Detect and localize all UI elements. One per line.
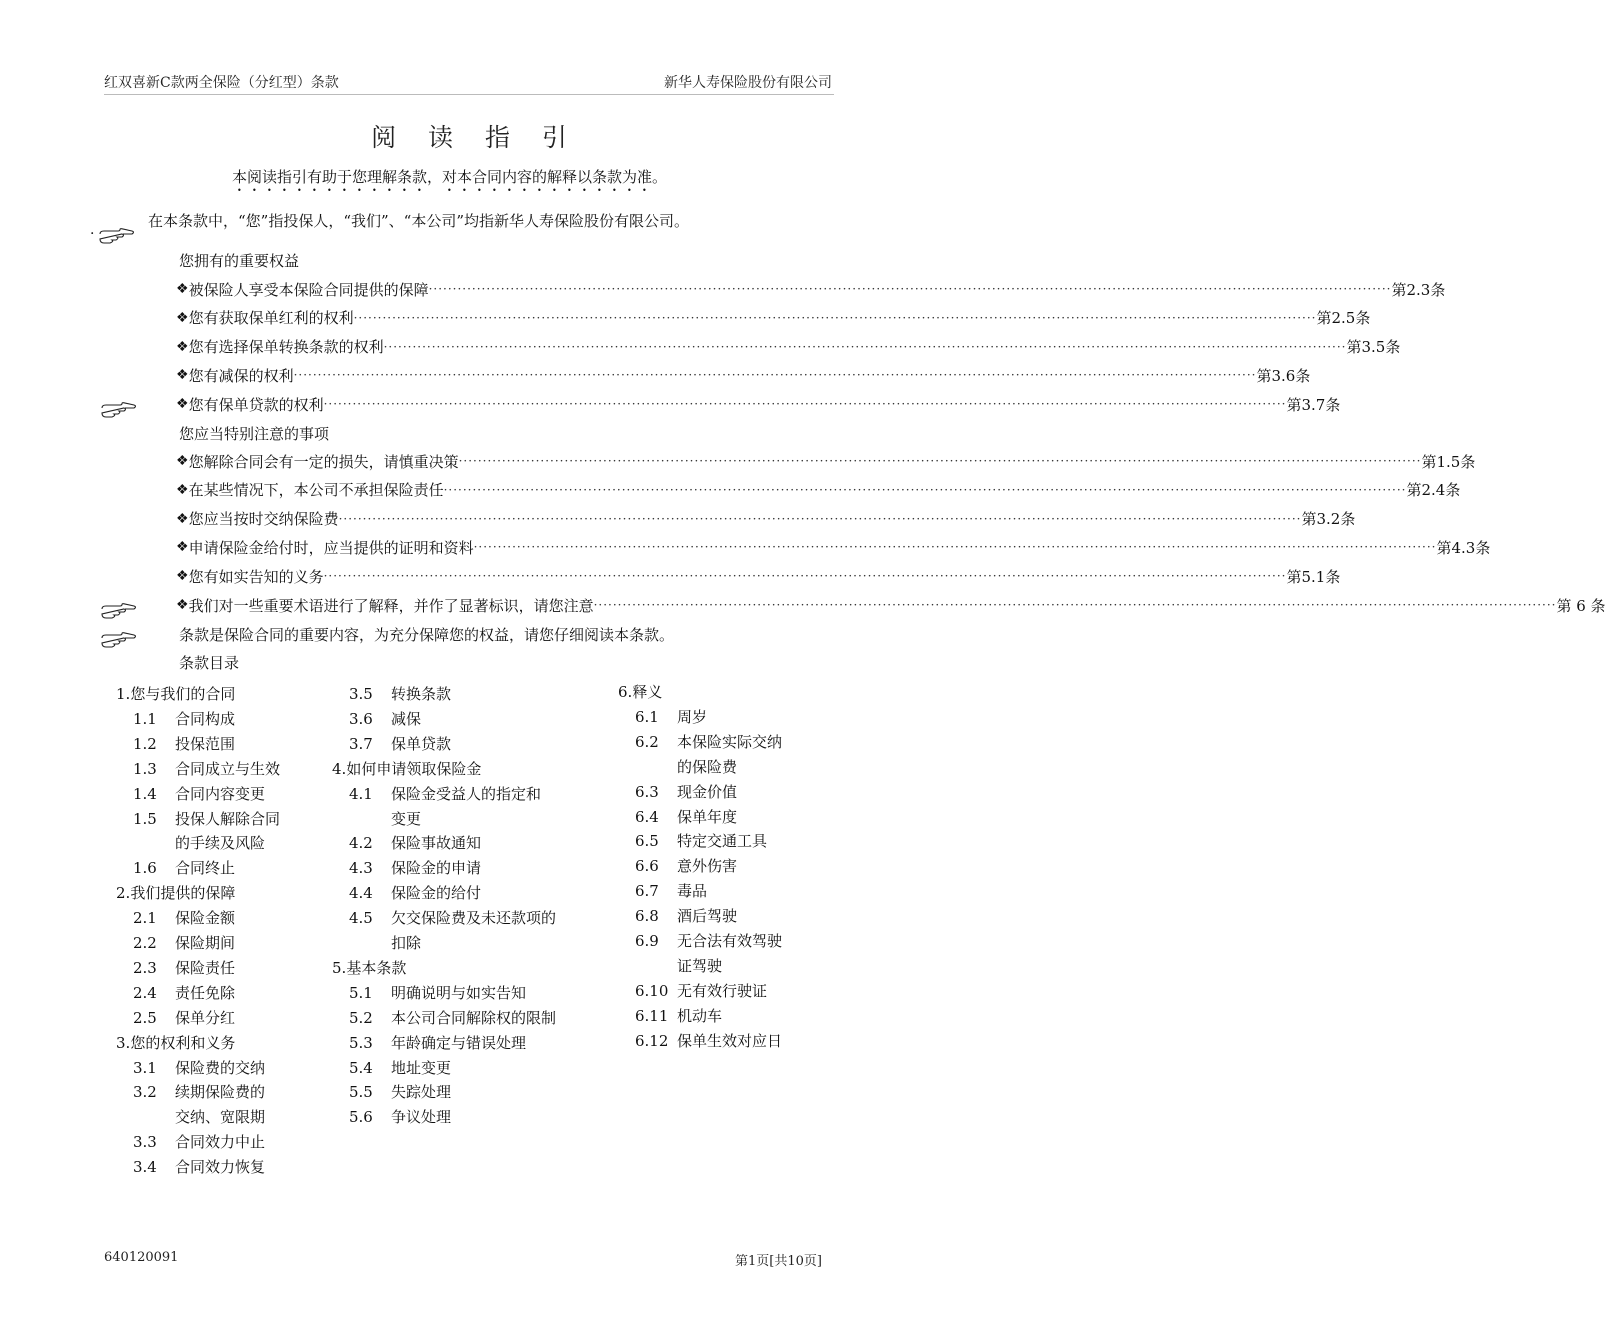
dot-leader: ········································································································································································································ — [338, 511, 1302, 526]
notices-heading: 您应当特别注意的事项 — [179, 425, 330, 443]
toc-title: 明确说明与如实告知 — [391, 983, 527, 1002]
diamond-bullet-icon: ❖ — [176, 453, 189, 469]
clause-reference[interactable]: 第4.3条 — [1436, 538, 1491, 557]
toc-title: 投保范围 — [175, 734, 236, 753]
toc-title: 合同成立与生效 — [175, 759, 281, 778]
clause-reference[interactable]: 第3.2条 — [1301, 510, 1356, 529]
toc-entry[interactable] — [635, 806, 737, 827]
toc-entry[interactable] — [349, 982, 526, 1003]
toc-number: 3.2 — [133, 1083, 157, 1102]
guide-row-text: 您应当按时交纳保险费 — [188, 510, 339, 529]
guide-row-text: 我们对一些重要术语进行了解释，并作了显著标识，请您注意 — [188, 596, 594, 615]
dot-leader: ········································································································································································································ — [323, 569, 1287, 584]
toc-title: 投保人解除合同 — [175, 809, 281, 828]
toc-number: 4. — [332, 759, 347, 778]
guide-row — [176, 536, 1491, 558]
toc-entry[interactable] — [635, 980, 767, 1001]
toc-entry[interactable] — [635, 905, 737, 926]
toc-title: 我们提供的保障 — [130, 884, 236, 903]
dot-leader: ········································································································································································································ — [323, 397, 1287, 412]
dot-leader: ········································································································································································································ — [473, 540, 1437, 555]
clause-reference[interactable]: 第3.7条 — [1286, 395, 1341, 414]
toc-entry[interactable] — [175, 1106, 265, 1127]
toc-title: 合同效力恢复 — [175, 1158, 266, 1177]
guide-row — [176, 565, 1341, 587]
toc-title: 您的权利和义务 — [130, 1033, 236, 1052]
toc-title: 无合法有效驾驶 — [677, 932, 783, 950]
clause-reference[interactable]: 第2.5条 — [1316, 309, 1371, 328]
toc-entry[interactable] — [349, 708, 421, 729]
toc-number: 2.5 — [133, 1008, 157, 1027]
toc-title: 保险费的交纳 — [175, 1058, 266, 1077]
guide-row — [176, 479, 1461, 501]
toc-entry[interactable] — [133, 1156, 265, 1177]
toc-number: 3.7 — [349, 734, 373, 753]
toc-number: 3.6 — [349, 709, 373, 728]
guide-row-text: 您有减保的权利 — [188, 366, 294, 385]
toc-chapter[interactable] — [618, 681, 662, 702]
toc-number: 3.1 — [133, 1058, 157, 1077]
toc-entry[interactable] — [133, 1081, 265, 1102]
diamond-bullet-icon: ❖ — [176, 338, 189, 355]
toc-title: 合同效力中止 — [175, 1133, 266, 1152]
toc-title: 保险金受益人的指定和 — [391, 784, 542, 803]
toc-entry[interactable] — [175, 832, 265, 853]
toc-title: 如何申请领取保险金 — [346, 759, 482, 778]
toc-number: 6.11 — [635, 1006, 669, 1025]
toc-entry[interactable] — [133, 857, 235, 878]
toc-title: 扣除 — [391, 934, 422, 952]
clause-reference[interactable]: 第2.3条 — [1391, 280, 1446, 299]
header-right: 新华人寿保险股份有限公司 — [664, 75, 832, 91]
guide-row-text: 被保险人享受本保险合同提供的保障 — [188, 280, 429, 299]
toc-entry[interactable] — [133, 758, 280, 779]
guide-row — [176, 278, 1446, 300]
toc-number: 4.3 — [349, 859, 373, 878]
pointing-hand-icon — [100, 402, 138, 418]
guide-row-text: 您有获取保单红利的权利 — [188, 309, 354, 328]
guide-row — [176, 594, 1606, 616]
dot-leader: ········································································································································································································ — [353, 310, 1317, 325]
toc-title: 保单生效对应日 — [677, 1031, 783, 1050]
guide-row-text: 您解除合同会有一定的损失，请慎重决策 — [188, 452, 459, 471]
toc-heading: 条款目录 — [179, 654, 240, 672]
dot-leader: ········································································································································································································ — [458, 454, 1422, 468]
toc-number: 3.3 — [133, 1133, 157, 1152]
toc-entry[interactable] — [349, 907, 556, 928]
toc-number: 6.2 — [635, 732, 659, 751]
toc-entry[interactable] — [635, 731, 782, 752]
toc-number: 4.2 — [349, 834, 373, 853]
toc-number: 2.2 — [133, 934, 157, 952]
toc-entry[interactable] — [635, 1005, 722, 1026]
guide-row — [176, 450, 1476, 472]
toc-entry[interactable] — [133, 708, 235, 729]
toc-number: 5.4 — [349, 1058, 373, 1077]
toc-number: 1.5 — [133, 809, 157, 828]
toc-number: 5.2 — [349, 1008, 373, 1027]
guide-row-text: 您有保单贷款的权利 — [188, 395, 324, 414]
dot-leader: ········································································································································································································ — [293, 368, 1257, 383]
toc-number: 6.3 — [635, 782, 659, 801]
toc-entry[interactable] — [635, 706, 707, 727]
intro-text: 本阅读指引有助于您理解条款，对本合同内容的解释以条款为准。 — [232, 168, 668, 186]
toc-entry[interactable] — [677, 756, 737, 777]
toc-entry[interactable] — [635, 781, 737, 802]
toc-title: 失踪处理 — [391, 1083, 452, 1102]
toc-entry[interactable] — [133, 1057, 265, 1078]
toc-chapter[interactable] — [116, 1032, 235, 1053]
small-dot: · — [90, 226, 95, 242]
toc-title: 保险金的给付 — [391, 884, 482, 903]
toc-entry[interactable] — [133, 733, 235, 754]
guide-row — [176, 307, 1371, 329]
toc-entry[interactable] — [349, 1081, 451, 1102]
toc-chapter[interactable] — [332, 758, 481, 779]
toc-title: 证驾驶 — [677, 956, 723, 975]
dot-leader: ········································································································································································································ — [428, 282, 1392, 296]
diamond-bullet-icon: ❖ — [176, 539, 189, 556]
toc-entry[interactable] — [133, 957, 235, 978]
toc-title: 特定交通工具 — [677, 832, 768, 851]
toc-number: 6.1 — [635, 707, 659, 726]
toc-title: 本公司合同解除权的限制 — [391, 1008, 557, 1027]
toc-title: 酒后驾驶 — [677, 907, 738, 926]
toc-title: 保险期间 — [175, 934, 236, 952]
definition-text: 在本条款中，“您”指投保人，“我们”、“本公司”均指新华人寿保险股份有限公司。 — [148, 212, 690, 230]
toc-entry[interactable] — [391, 932, 421, 953]
clause-reference[interactable]: 第3.6条 — [1256, 366, 1311, 385]
toc-number: 3.4 — [133, 1158, 157, 1177]
diamond-bullet-icon: ❖ — [176, 568, 189, 585]
diamond-bullet-icon: ❖ — [176, 309, 189, 326]
toc-entry[interactable] — [349, 857, 481, 878]
pointing-hand-icon — [100, 632, 138, 648]
toc-title: 保险金的申请 — [391, 859, 482, 878]
toc-number: 4.5 — [349, 909, 373, 928]
dot-leader: ········································································································································································································ — [593, 598, 1557, 612]
toc-entry[interactable] — [349, 783, 541, 804]
toc-number: 6.8 — [635, 907, 659, 926]
toc-title: 减保 — [391, 709, 422, 728]
toc-title: 保单分红 — [175, 1008, 236, 1027]
clause-reference[interactable]: 第1.5条 — [1421, 452, 1476, 471]
toc-title: 续期保险费的 — [175, 1083, 266, 1102]
toc-title: 保险责任 — [175, 958, 236, 977]
dot-leader: ········································································································································································································ — [443, 482, 1407, 497]
toc-number: 2.3 — [133, 958, 157, 977]
toc-number: 2.4 — [133, 983, 157, 1002]
toc-title: 的手续及风险 — [175, 834, 266, 853]
toc-title: 交纳、宽限期 — [175, 1108, 266, 1127]
toc-number: 1.2 — [133, 734, 157, 753]
toc-title: 欠交保险费及未还款项的 — [391, 909, 557, 928]
toc-number: 1.3 — [133, 759, 157, 778]
diamond-bullet-icon: ❖ — [176, 396, 189, 413]
toc-entry[interactable] — [349, 1007, 556, 1028]
toc-title: 基本条款 — [346, 958, 407, 977]
toc-entry[interactable] — [677, 955, 722, 976]
toc-title: 机动车 — [677, 1006, 723, 1025]
toc-number: 6.7 — [635, 882, 659, 901]
header-divider — [104, 94, 834, 95]
diamond-bullet-icon: ❖ — [176, 367, 189, 384]
guide-row-text: 您有选择保单转换条款的权利 — [188, 338, 384, 357]
clause-reference[interactable]: 第2.4条 — [1406, 481, 1461, 500]
toc-entry[interactable] — [133, 932, 235, 953]
toc-number: 5.1 — [349, 983, 373, 1002]
clause-reference[interactable]: 第3.5条 — [1346, 338, 1401, 357]
diamond-bullet-icon: ❖ — [176, 481, 189, 498]
toc-title: 转换条款 — [391, 685, 452, 703]
toc-title: 保单贷款 — [391, 734, 452, 753]
dot-leader: ········································································································································································································ — [383, 339, 1347, 354]
toc-entry[interactable] — [349, 733, 451, 754]
toc-number: 2. — [116, 884, 131, 903]
toc-number: 5.5 — [349, 1083, 373, 1102]
toc-title: 毒品 — [677, 882, 708, 901]
toc-number: 3.5 — [349, 685, 373, 703]
guide-row-text: 您有如实告知的义务 — [188, 567, 324, 586]
toc-number: 6.9 — [635, 932, 659, 950]
footer-page-number: 第1页[共10页] — [735, 1254, 822, 1269]
toc-entry[interactable] — [133, 982, 235, 1003]
toc-chapter[interactable] — [116, 882, 235, 903]
toc-entry[interactable] — [349, 1032, 526, 1053]
guide-row — [176, 393, 1341, 415]
diamond-bullet-icon: ❖ — [176, 281, 189, 297]
toc-entry[interactable] — [391, 808, 421, 829]
reminder-text: 条款是保险合同的重要内容，为充分保障您的权益，请您仔细阅读本条款。 — [179, 626, 675, 644]
toc-title: 意外伤害 — [677, 857, 738, 876]
toc-title: 合同终止 — [175, 859, 236, 878]
toc-number: 5.6 — [349, 1108, 373, 1127]
toc-number: 6.12 — [635, 1031, 669, 1050]
guide-row — [176, 364, 1311, 386]
toc-title: 保险事故通知 — [391, 834, 482, 853]
guide-row — [176, 336, 1401, 358]
toc-title: 保单年度 — [677, 807, 738, 826]
toc-entry[interactable] — [349, 832, 481, 853]
toc-entry[interactable] — [349, 1106, 451, 1127]
toc-number: 6. — [618, 683, 633, 701]
toc-title: 保险金额 — [175, 909, 236, 928]
toc-number: 4.1 — [349, 784, 373, 803]
toc-entry[interactable] — [133, 1131, 265, 1152]
clause-reference[interactable]: 第 6 条 — [1556, 596, 1606, 615]
toc-entry[interactable] — [635, 880, 707, 901]
toc-number: 4.4 — [349, 884, 373, 903]
toc-chapter[interactable] — [116, 683, 235, 704]
toc-number: 1. — [116, 685, 131, 703]
toc-entry[interactable] — [349, 1057, 451, 1078]
toc-title: 责任免除 — [175, 983, 236, 1002]
toc-title: 现金价值 — [677, 782, 738, 801]
pointing-hand-icon — [100, 603, 138, 619]
header-left: 红双喜新C款两全保险（分红型）条款 — [104, 75, 339, 91]
toc-entry[interactable] — [635, 1030, 782, 1051]
toc-title: 变更 — [391, 809, 422, 828]
toc-entry[interactable] — [349, 683, 451, 704]
toc-title: 本保险实际交纳 — [677, 732, 783, 751]
toc-title: 释义 — [632, 683, 663, 701]
toc-number: 1.1 — [133, 709, 157, 728]
toc-entry[interactable] — [635, 930, 782, 951]
guide-row-text: 在某些情况下，本公司不承担保险责任 — [188, 481, 444, 500]
toc-number: 2.1 — [133, 909, 157, 928]
toc-number: 5.3 — [349, 1033, 373, 1052]
toc-entry[interactable] — [349, 882, 481, 903]
toc-title: 的保险费 — [677, 757, 738, 776]
toc-title: 争议处理 — [391, 1108, 452, 1127]
pointing-hand-icon — [98, 228, 136, 244]
toc-entry[interactable] — [635, 855, 737, 876]
toc-title: 地址变更 — [391, 1058, 452, 1077]
toc-number: 1.4 — [133, 784, 157, 803]
toc-number: 6.6 — [635, 857, 659, 876]
toc-entry[interactable] — [133, 1007, 235, 1028]
diamond-bullet-icon: ❖ — [176, 510, 189, 527]
diamond-bullet-icon: ❖ — [176, 597, 189, 613]
toc-number: 6.5 — [635, 832, 659, 851]
toc-title: 周岁 — [677, 707, 708, 726]
toc-title: 无有效行驶证 — [677, 981, 768, 1000]
toc-title: 合同构成 — [175, 709, 236, 728]
guide-row-text: 申请保险金给付时，应当提供的证明和资料 — [188, 538, 474, 557]
toc-entry[interactable] — [133, 907, 235, 928]
toc-chapter[interactable] — [332, 957, 406, 978]
rights-heading: 您拥有的重要权益 — [179, 252, 300, 270]
clause-reference[interactable]: 第5.1条 — [1286, 567, 1341, 586]
toc-number: 6.4 — [635, 807, 659, 826]
guide-row — [176, 508, 1356, 530]
toc-title: 年龄确定与错误处理 — [391, 1033, 527, 1052]
page-title: 阅 读 指 引 — [371, 123, 579, 152]
toc-number: 3. — [116, 1033, 131, 1052]
toc-number: 5. — [332, 958, 347, 977]
toc-number: 1.6 — [133, 859, 157, 878]
toc-entry[interactable] — [133, 808, 280, 829]
toc-entry[interactable] — [133, 783, 265, 804]
toc-number: 6.10 — [635, 981, 669, 1000]
toc-entry[interactable] — [635, 830, 767, 851]
footer-code: 640120091 — [104, 1250, 179, 1265]
toc-title: 您与我们的合同 — [130, 685, 236, 703]
toc-title: 合同内容变更 — [175, 784, 266, 803]
